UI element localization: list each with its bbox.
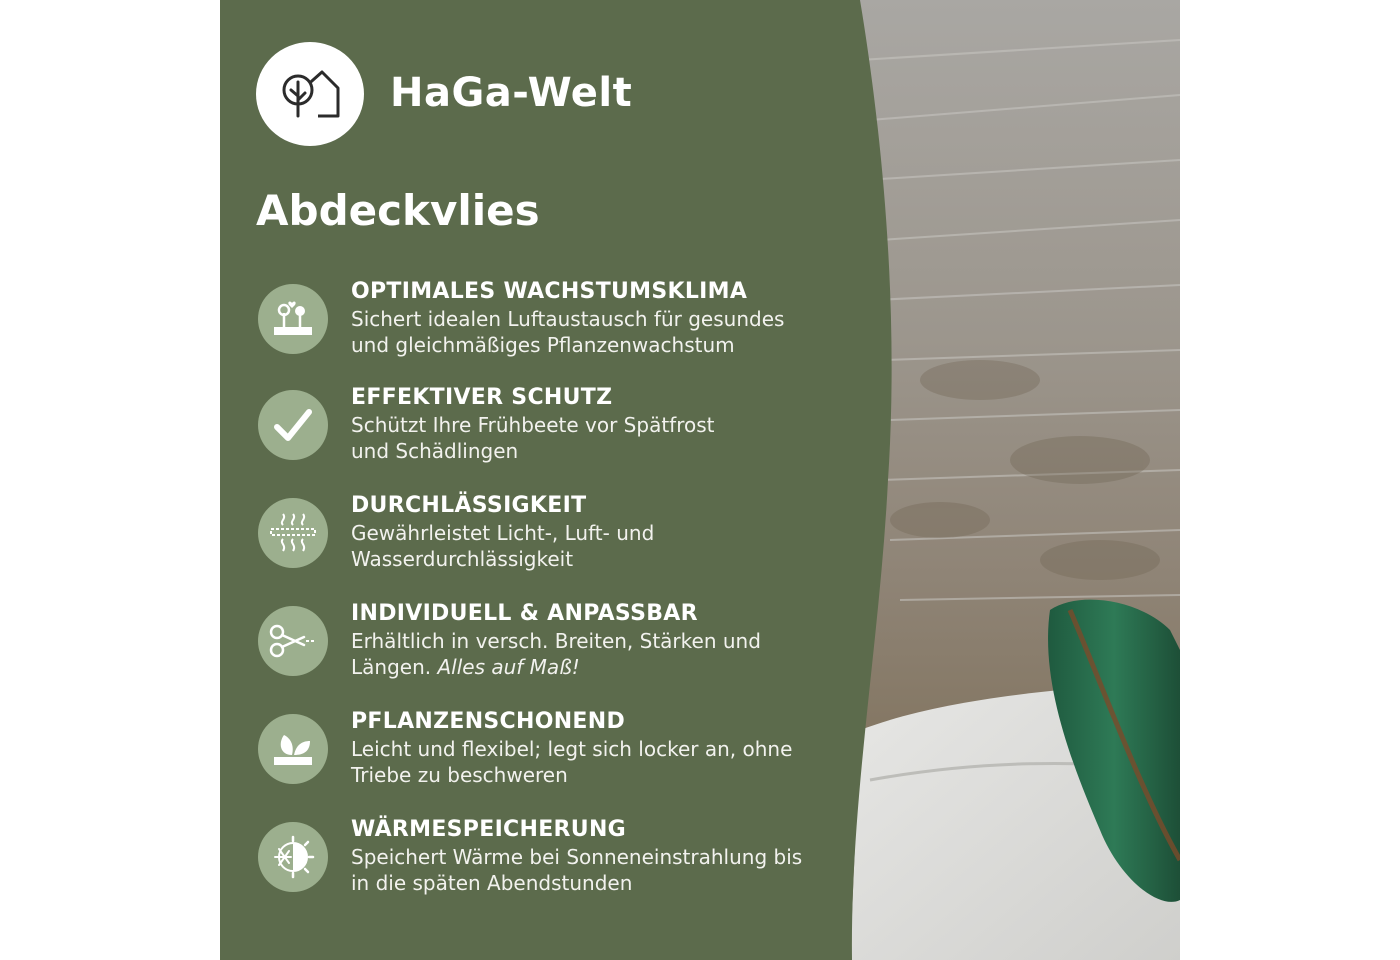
feature-description-text: Längen. — [351, 655, 432, 679]
icon-badge — [258, 390, 328, 460]
scissors-icon — [268, 623, 318, 659]
brand-logo — [256, 42, 364, 146]
feature-description: und Schädlingen — [351, 439, 519, 463]
product-title: Abdeckvlies — [256, 186, 540, 235]
feature-description: Triebe zu beschweren — [351, 763, 568, 787]
feature-title: WÄRMESPEICHERUNG — [351, 817, 627, 842]
feature-emphasis: Alles auf Maß! — [437, 655, 580, 679]
feature-description: und gleichmäßiges Pflanzenwachstum — [351, 333, 735, 357]
feature-description: Gewährleistet Licht-, Luft- und — [351, 521, 655, 545]
feature-item — [256, 492, 856, 588]
icon-badge — [258, 606, 328, 676]
sun-frost-icon — [271, 835, 315, 879]
icon-badge — [258, 822, 328, 892]
feature-description: Leicht und flexibel; legt sich locker an, ohne — [351, 737, 793, 761]
feature-item — [256, 600, 856, 696]
feature-title: EFFEKTIVER SCHUTZ — [351, 385, 613, 410]
checkmark-icon — [273, 407, 313, 443]
feature-title: OPTIMALES WACHSTUMSKLIMA — [351, 279, 748, 304]
feature-title: INDIVIDUELL & ANPASSBAR — [351, 601, 698, 626]
permeable-fabric-icon — [269, 511, 317, 555]
feature-item — [256, 708, 856, 804]
product-graphic — [220, 0, 1180, 960]
feature-description — [351, 654, 871, 680]
feature-description: in die späten Abendstunden — [351, 871, 633, 895]
feature-description: Erhältlich in versch. Breiten, Stärken und — [351, 629, 761, 653]
feature-description: Wasserdurchlässigkeit — [351, 547, 574, 571]
icon-badge — [258, 284, 328, 354]
feature-item — [256, 816, 856, 912]
brand-name: HaGa-Welt — [390, 70, 633, 116]
feature-description: Speichert Wärme bei Sonneneinstrahlung bis — [351, 845, 803, 869]
tree-house-icon — [278, 66, 342, 122]
feature-description: Sichert idealen Luftaustausch für gesundes — [351, 307, 785, 331]
feature-item — [256, 278, 856, 374]
icon-badge — [258, 714, 328, 784]
icon-badge — [258, 498, 328, 568]
feature-description: Schützt Ihre Frühbeete vor Spätfrost — [351, 413, 715, 437]
feature-item — [256, 384, 856, 480]
flower-bed-icon — [270, 299, 316, 339]
feature-title: DURCHLÄSSIGKEIT — [351, 493, 587, 518]
feature-title: PFLANZENSCHONEND — [351, 709, 626, 734]
leaves-icon — [270, 729, 316, 769]
